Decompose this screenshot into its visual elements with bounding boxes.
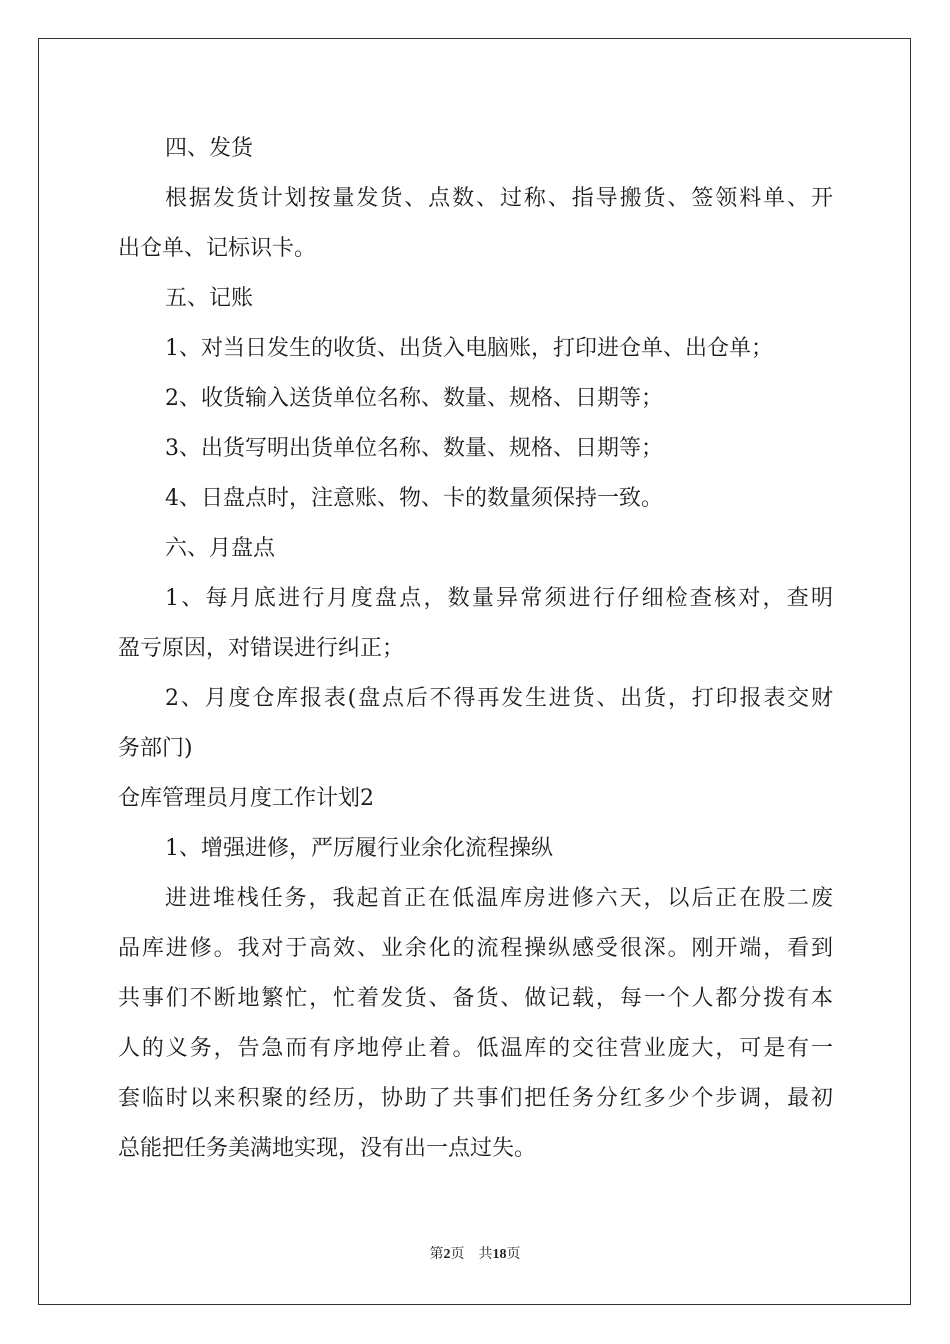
paragraph-line: 务部门): [118, 736, 193, 761]
section-heading-shipping: 四、发货: [165, 136, 254, 161]
list-item: 1、每月底进行月度盘点，数量异常须进行仔细检查核对，查明: [165, 586, 833, 611]
paragraph-line: 根据发货计划按量发货、点数、过称、指导搬货、签领料单、开: [165, 186, 833, 211]
section-heading-monthly-inventory: 六、月盘点: [165, 536, 276, 561]
list-item: 1、对当日发生的收货、出货入电脑账，打印进仓单、出仓单；: [165, 336, 773, 361]
list-item: 3、出货写明出货单位名称、数量、规格、日期等；: [165, 436, 663, 461]
paragraph-line: 套临时以来积聚的经历，协助了共事们把任务分红多少个步调，最初: [118, 1086, 833, 1111]
page-prefix: 第: [429, 1247, 444, 1262]
list-item: 2、收货输入送货单位名称、数量、规格、日期等；: [165, 386, 663, 411]
page-current-number: 2: [443, 1247, 451, 1262]
paragraph-line: 进进堆栈任务，我起首正在低温库房进修六天，以后正在股二废: [165, 886, 833, 911]
document-title: 仓库管理员月度工作计划2: [118, 786, 374, 811]
list-item: 4、日盘点时，注意账、物、卡的数量须保持一致。: [165, 486, 663, 511]
list-item: 1、增强进修，严厉履行业余化流程操纵: [165, 836, 553, 861]
page-suffix: 页: [506, 1247, 521, 1262]
page-mid: 页 共: [450, 1247, 493, 1262]
page-footer: [0, 1243, 950, 1263]
list-item: 2、月度仓库报表(盘点后不得再发生进货、出货，打印报表交财: [165, 686, 833, 711]
section-heading-bookkeeping: 五、记账: [165, 286, 254, 311]
paragraph-line: 共事们不断地繁忙，忙着发货、备货、做记载，每一个人都分拨有本: [118, 986, 833, 1011]
paragraph-line: 人的义务，告急而有序地停止着。低温库的交往营业庞大，可是有一: [118, 1036, 833, 1061]
paragraph-line: 出仓单、记标识卡。: [118, 236, 317, 261]
paragraph-line: 品库进修。我对于高效、业余化的流程操纵感受很深。刚开端，看到: [118, 936, 833, 961]
page-total-number: 18: [492, 1247, 507, 1262]
paragraph-line: 总能把任务美满地实现，没有出一点过失。: [118, 1136, 537, 1161]
paragraph-line: 盈亏原因，对错误进行纠正；: [118, 636, 405, 661]
